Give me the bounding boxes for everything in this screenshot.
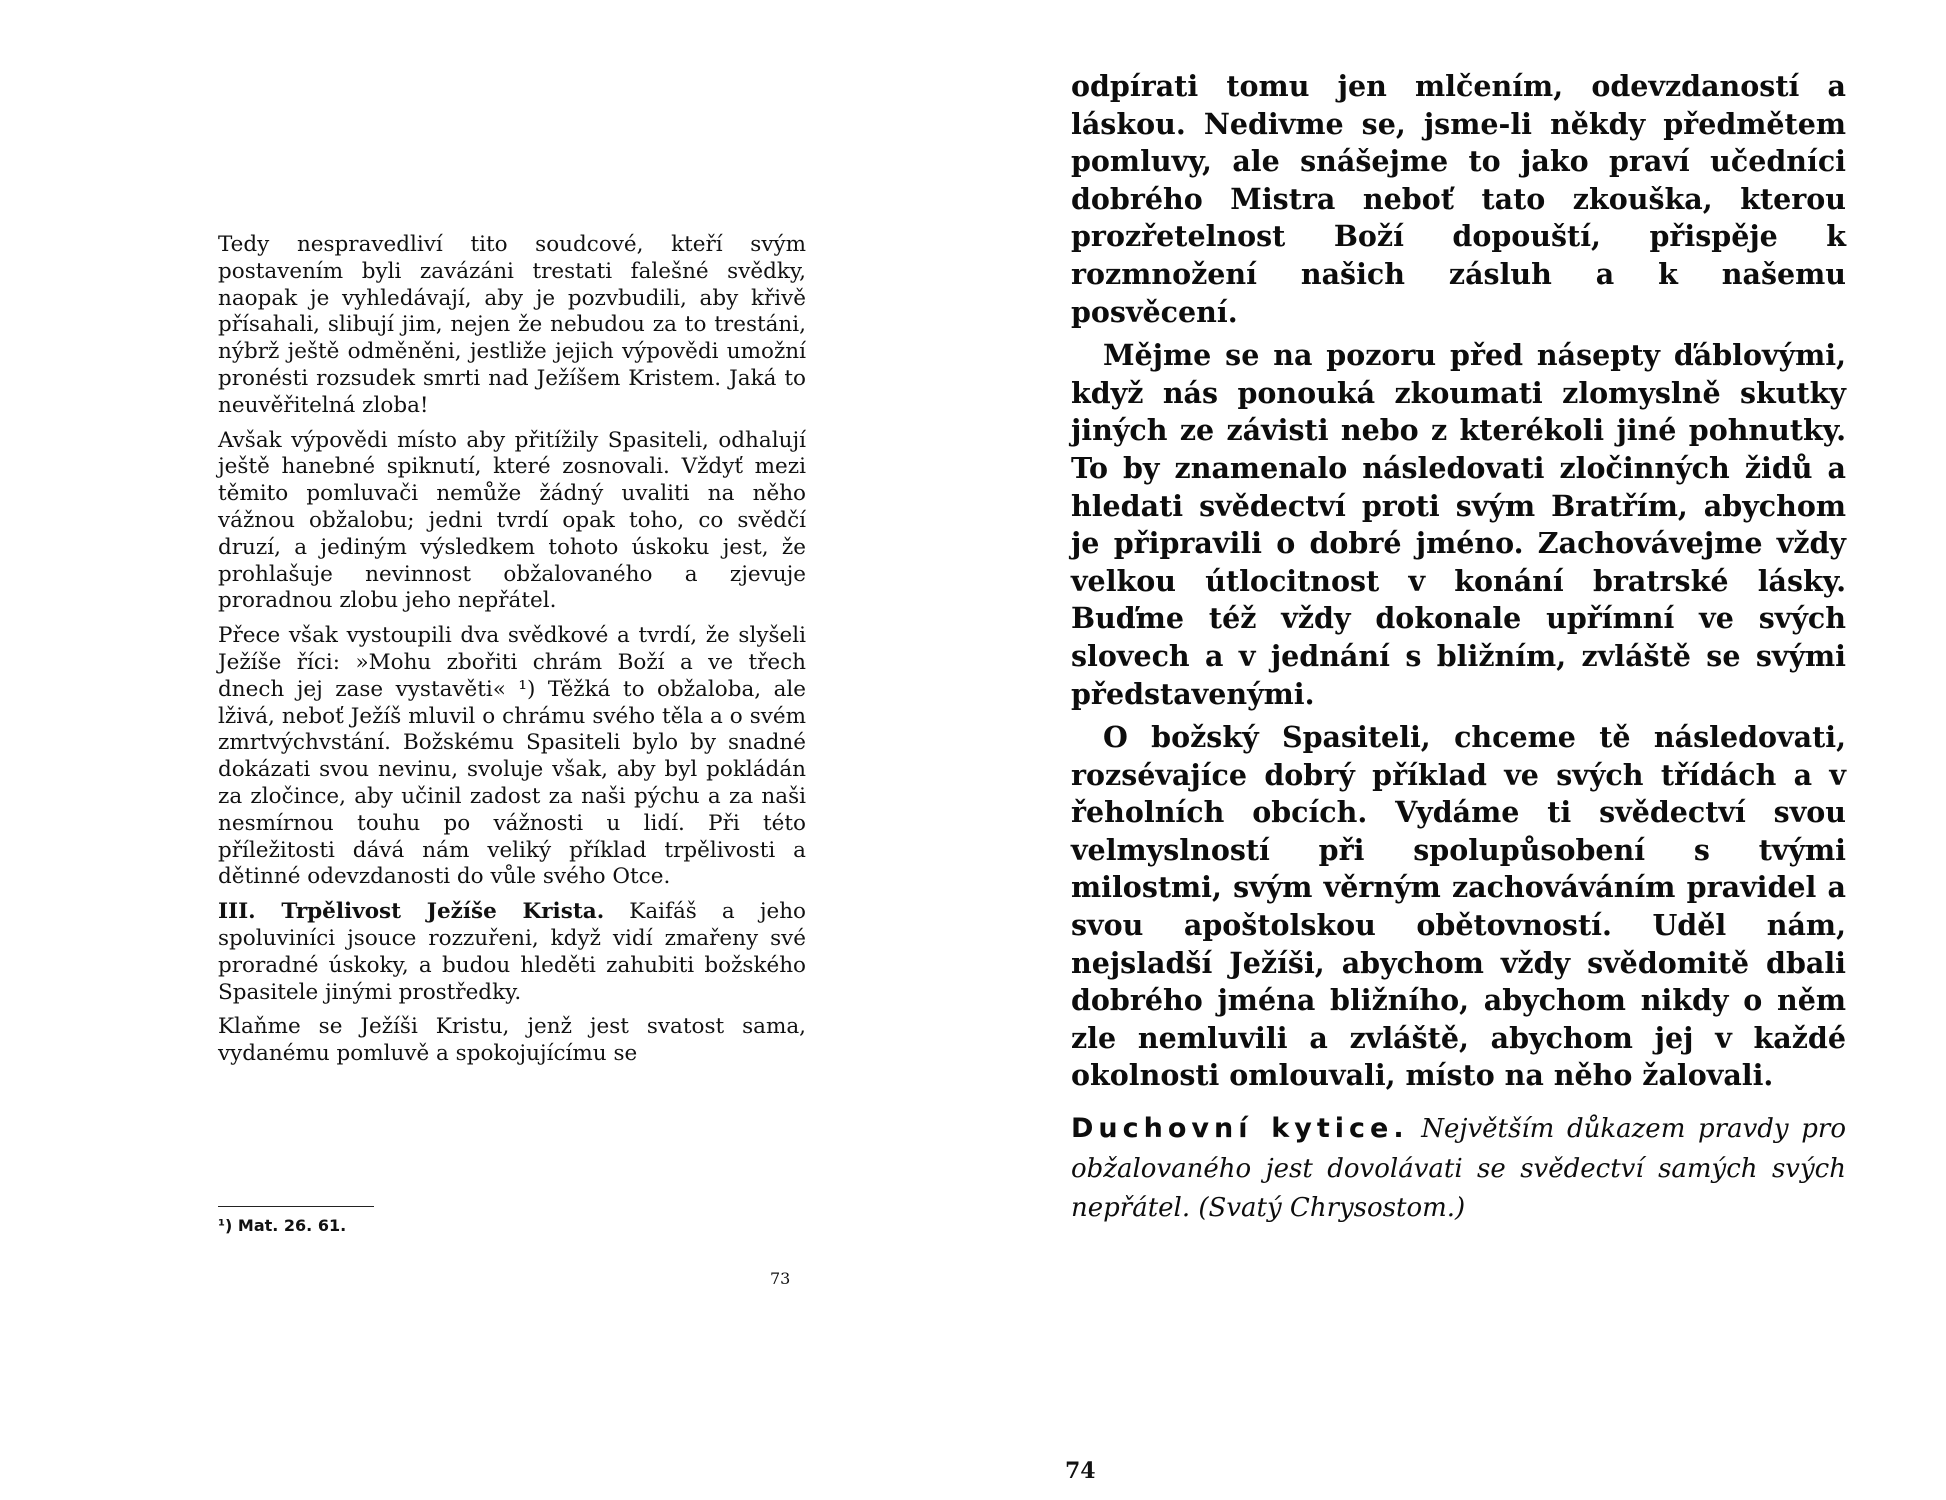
right-paragraph-3: O božský Spasiteli, chceme tě následovati, rozsévajíce dobrý příklad ve svých třídách a v řeholních obcích. Vydáme ti svědectví svou velmyslností při spolupůsobení s tvými milostmi, svým věrným zachováváním pravidel a svou apoštolskou obětovností. Uděl nám, nejsladší Ježíši, abychom vždy svědomitě dbali dobrého jména bližního, abychom nikdy o něm zle nemluvili a zvláště, abychom jej v každé okolnosti omlouvali, místo na něho žalovali.: [1071, 720, 1846, 1093]
right-page-text-column: [1071, 68, 1846, 1234]
section-text: Kaifáš a jeho spoluviníci jsouce rozzuřeni, když vidí zmařeny své proradné úskoky, a budou hleděti zahubiti božského Spasitele jinými prostředky.: [218, 899, 806, 1005]
section-paragraph: [218, 899, 806, 1006]
right-paragraph-2: Mějme se na pozoru před násepty ďáblovými, když nás ponouká zkoumati zlomyslně skutky jiných ze závisti nebo z kterékoli jiné pohnutky. To by znamenalo následovati zločinných židů a hledati svědectví proti svým Bratřím, abychom je připravili o dobré jméno. Zachovávejme vždy velkou útlocitnost v konání bratrské lásky. Buďme též vždy dokonale upřímní ve svých slovech a v jednání s bližním, zvláště se svými představenými.: [1071, 338, 1846, 711]
spiritual-bouquet: [1071, 1109, 1846, 1228]
footnote-divider: [218, 1206, 374, 1207]
section-heading: III. Trpělivost Ježíše Krista.: [218, 899, 605, 925]
bouquet-title: Duchovní kytice.: [1071, 1113, 1409, 1145]
right-paragraph-1: odpírati tomu jen mlčením, odevzdaností a láskou. Nedivme se, jsme-li někdy předmětem pomluvy, ale snášejme to jako praví učedníci dobrého Mistra neboť tato zkouška, kterou prozřetelnost Boží dopouští, přispěje k rozmnožení našich zásluh a k našemu posvěcení.: [1071, 69, 1846, 329]
left-paragraph-2: Avšak výpovědi místo aby přitížily Spasiteli, odhalují ještě hanebné spiknutí, které zosnovali. Vždyť mezi těmito pomluvači nemůže žádný uvaliti na něho vážnou obžalobu; jedni tvrdí opak toho, co svědčí druzí, a jediným výsledkem tohoto úskoku jest, že prohlašuje nevinnost obžalovaného a zjevuje proradnou zlobu jeho nepřátel.: [218, 427, 806, 614]
right-page: [973, 0, 1946, 1500]
bouquet-text: Největším důkazem pravdy pro obžalovaného jest dovolávati se svědectví samých svých nepřátel. (Svatý Chrysostom.): [1071, 1114, 1847, 1224]
left-paragraph-1: Tedy nespravedliví tito soudcové, kteří svým postavením byli zavázáni trestati falešné svědky, naopak je vyhledávají, aby je pozvbudili, aby křivě přísahali, slibují jim, nejen že nebudou za to trestáni, nýbrž ještě odměněni, jestliže jejich výpovědi umožní pronésti rozsudek smrti nad Ježíšem Kristem. Jaká to neuvěřitelná zloba!: [218, 232, 806, 418]
page-number-left: 73: [770, 1269, 791, 1288]
page-number-right: 74: [1065, 1458, 1096, 1484]
left-page-text-column: [218, 232, 806, 1076]
footnote: ¹) Mat. 26. 61.: [218, 1216, 347, 1235]
left-closing-paragraph: Klaňme se Ježíši Kristu, jenž jest svatost sama, vydanému pomluvě a spokojujícímu se: [218, 1014, 806, 1067]
left-paragraph-3: Přece však vystoupili dva svědkové a tvrdí, že slyšeli Ježíše říci: »Mohu zbořiti chrám Boží a ve třech dnech jej zase vystavěti« ¹) Těžká to obžaloba, ale lživá, neboť Ježíš mluvil o chrámu svého těla a o svém zmrtvýchvstání. Božskému Spasiteli bylo by snadné dokázati svou nevinu, svoluje však, aby byl pokládán za zločince, aby učinil zadost za naši pýchu a za naši nesmírnou touhu po vážnosti u lidí. Při této příležitosti dává nám veliký příklad trpělivosti a dětinné odevzdanosti do vůle svého Otce.: [218, 623, 806, 890]
